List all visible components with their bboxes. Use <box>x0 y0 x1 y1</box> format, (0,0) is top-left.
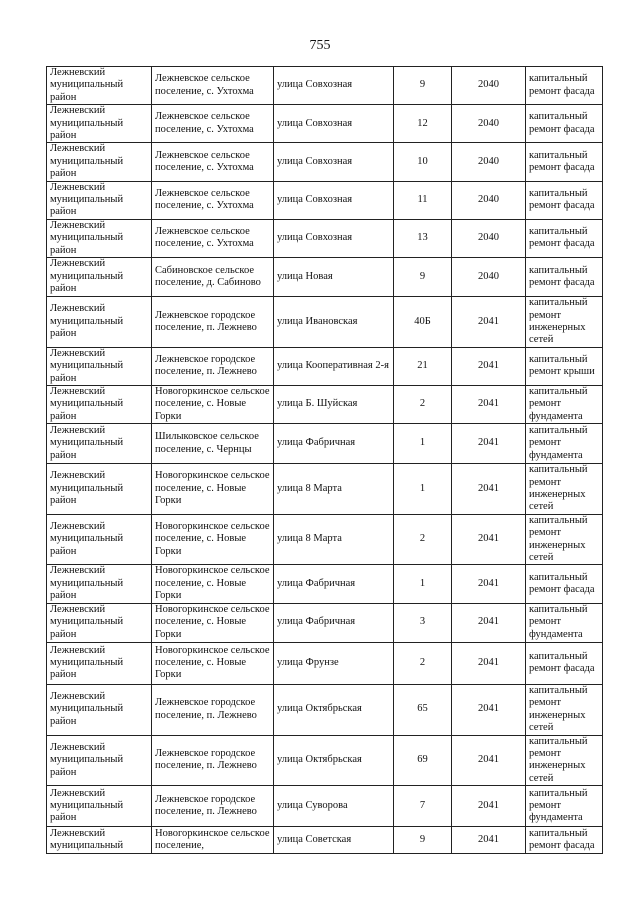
district-cell: Лежневский муниципальный район <box>47 385 152 423</box>
district-cell: Лежневский муниципальный район <box>47 514 152 565</box>
district-cell: Лежневский муниципальный район <box>47 464 152 515</box>
year-cell: 2040 <box>452 105 526 143</box>
work-type-cell: капитальный ремонт крыши <box>526 347 603 385</box>
work-type-cell: капитальный ремонт фасада <box>526 143 603 181</box>
settlement-cell: Новогоркинское сельское поселение, с. Новые Горки <box>152 385 274 423</box>
district-cell: Лежневский муниципальный <box>47 827 152 854</box>
district-cell: Лежневский муниципальный район <box>47 786 152 827</box>
year-cell: 2041 <box>452 514 526 565</box>
district-cell: Лежневский муниципальный район <box>47 565 152 603</box>
street-cell: улица Совхозная <box>274 219 394 257</box>
settlement-cell: Лежневское сельское поселение, с. Ухтохма <box>152 219 274 257</box>
house-number-cell: 13 <box>394 219 452 257</box>
house-number-cell: 11 <box>394 181 452 219</box>
work-type-cell: капитальный ремонт фундамента <box>526 385 603 423</box>
year-cell: 2041 <box>452 347 526 385</box>
district-cell: Лежневский муниципальный район <box>47 258 152 297</box>
settlement-cell: Новогоркинское сельское поселение, с. Новые Горки <box>152 464 274 515</box>
table-row <box>47 684 603 735</box>
year-cell: 2040 <box>452 181 526 219</box>
house-number-cell: 2 <box>394 514 452 565</box>
street-cell: улица Фабричная <box>274 603 394 642</box>
table-row <box>47 219 603 257</box>
work-type-cell: капитальный ремонт фасада <box>526 258 603 297</box>
settlement-cell: Новогоркинское сельское поселение, с. Новые Горки <box>152 603 274 642</box>
street-cell: улица Совхозная <box>274 143 394 181</box>
district-cell: Лежневский муниципальный район <box>47 642 152 684</box>
table-body <box>47 67 603 854</box>
work-type-cell: капитальный ремонт инженерных сетей <box>526 464 603 515</box>
work-type-cell: капитальный ремонт инженерных сетей <box>526 735 603 786</box>
district-cell: Лежневский муниципальный район <box>47 297 152 348</box>
table-row <box>47 424 603 464</box>
table-row <box>47 385 603 423</box>
street-cell: улица Совхозная <box>274 105 394 143</box>
work-type-cell: капитальный ремонт инженерных сетей <box>526 684 603 735</box>
house-number-cell: 7 <box>394 786 452 827</box>
work-type-cell: капитальный ремонт фасада <box>526 565 603 603</box>
district-cell: Лежневский муниципальный район <box>47 603 152 642</box>
table-row <box>47 181 603 219</box>
year-cell: 2041 <box>452 385 526 423</box>
settlement-cell: Лежневское городское поселение, п. Лежнево <box>152 684 274 735</box>
house-number-cell: 21 <box>394 347 452 385</box>
settlement-cell: Шилыковское сельское поселение, с. Чернцы <box>152 424 274 464</box>
table-row <box>47 514 603 565</box>
house-number-cell: 2 <box>394 385 452 423</box>
street-cell: улица Новая <box>274 258 394 297</box>
table-row <box>47 143 603 181</box>
district-cell: Лежневский муниципальный район <box>47 67 152 105</box>
year-cell: 2041 <box>452 424 526 464</box>
district-cell: Лежневский муниципальный район <box>47 347 152 385</box>
work-type-cell: капитальный ремонт фасада <box>526 105 603 143</box>
street-cell: улица Совхозная <box>274 181 394 219</box>
house-number-cell: 9 <box>394 827 452 854</box>
house-number-cell: 10 <box>394 143 452 181</box>
year-cell: 2041 <box>452 642 526 684</box>
house-number-cell: 9 <box>394 258 452 297</box>
district-cell: Лежневский муниципальный район <box>47 424 152 464</box>
settlement-cell: Лежневское сельское поселение, с. Ухтохма <box>152 143 274 181</box>
table-row <box>47 464 603 515</box>
table-row <box>47 67 603 105</box>
table-row <box>47 735 603 786</box>
work-type-cell: капитальный ремонт инженерных сетей <box>526 297 603 348</box>
work-type-cell: капитальный ремонт фасада <box>526 827 603 854</box>
work-type-cell: капитальный ремонт инженерных сетей <box>526 514 603 565</box>
street-cell: улица Фабричная <box>274 565 394 603</box>
settlement-cell: Лежневское городское поселение, п. Лежнево <box>152 735 274 786</box>
settlement-cell: Новогоркинское сельское поселение, <box>152 827 274 854</box>
year-cell: 2041 <box>452 827 526 854</box>
house-number-cell: 65 <box>394 684 452 735</box>
year-cell: 2041 <box>452 684 526 735</box>
street-cell: улица Суворова <box>274 786 394 827</box>
street-cell: улица Б. Шуйская <box>274 385 394 423</box>
district-cell: Лежневский муниципальный район <box>47 219 152 257</box>
settlement-cell: Новогоркинское сельское поселение, с. Новые Горки <box>152 514 274 565</box>
table-row <box>47 105 603 143</box>
year-cell: 2040 <box>452 219 526 257</box>
table-row <box>47 297 603 348</box>
work-type-cell: капитальный ремонт фасада <box>526 642 603 684</box>
year-cell: 2040 <box>452 258 526 297</box>
year-cell: 2040 <box>452 67 526 105</box>
year-cell: 2041 <box>452 786 526 827</box>
house-number-cell: 2 <box>394 642 452 684</box>
table-row <box>47 827 603 854</box>
table-row <box>47 258 603 297</box>
settlement-cell: Лежневское сельское поселение, с. Ухтохма <box>152 67 274 105</box>
street-cell: улица Октябрьская <box>274 684 394 735</box>
district-cell: Лежневский муниципальный район <box>47 684 152 735</box>
street-cell: улица Ивановская <box>274 297 394 348</box>
district-cell: Лежневский муниципальный район <box>47 105 152 143</box>
year-cell: 2041 <box>452 464 526 515</box>
house-number-cell: 40Б <box>394 297 452 348</box>
repair-schedule-table <box>46 66 603 854</box>
house-number-cell: 1 <box>394 424 452 464</box>
street-cell: улица Фабричная <box>274 424 394 464</box>
house-number-cell: 1 <box>394 565 452 603</box>
table-row <box>47 642 603 684</box>
year-cell: 2040 <box>452 143 526 181</box>
table-row <box>47 347 603 385</box>
settlement-cell: Лежневское сельское поселение, с. Ухтохма <box>152 181 274 219</box>
street-cell: улица Кооперативная 2-я <box>274 347 394 385</box>
settlement-cell: Сабиновское сельское поселение, д. Сабиново <box>152 258 274 297</box>
street-cell: улица Советская <box>274 827 394 854</box>
work-type-cell: капитальный ремонт фундамента <box>526 786 603 827</box>
settlement-cell: Лежневское городское поселение, п. Лежнево <box>152 347 274 385</box>
street-cell: улица 8 Марта <box>274 514 394 565</box>
house-number-cell: 69 <box>394 735 452 786</box>
work-type-cell: капитальный ремонт фундамента <box>526 424 603 464</box>
house-number-cell: 3 <box>394 603 452 642</box>
table-row <box>47 603 603 642</box>
street-cell: улица Фрунзе <box>274 642 394 684</box>
street-cell: улица 8 Марта <box>274 464 394 515</box>
year-cell: 2041 <box>452 565 526 603</box>
settlement-cell: Лежневское сельское поселение, с. Ухтохма <box>152 105 274 143</box>
work-type-cell: капитальный ремонт фасада <box>526 219 603 257</box>
district-cell: Лежневский муниципальный район <box>47 143 152 181</box>
table-row <box>47 565 603 603</box>
work-type-cell: капитальный ремонт фасада <box>526 181 603 219</box>
work-type-cell: капитальный ремонт фасада <box>526 67 603 105</box>
house-number-cell: 12 <box>394 105 452 143</box>
year-cell: 2041 <box>452 735 526 786</box>
house-number-cell: 9 <box>394 67 452 105</box>
street-cell: улица Октябрьская <box>274 735 394 786</box>
settlement-cell: Лежневское городское поселение, п. Лежнево <box>152 786 274 827</box>
district-cell: Лежневский муниципальный район <box>47 735 152 786</box>
street-cell: улица Совхозная <box>274 67 394 105</box>
year-cell: 2041 <box>452 603 526 642</box>
table-row <box>47 786 603 827</box>
year-cell: 2041 <box>452 297 526 348</box>
page-number: 755 <box>309 38 331 53</box>
house-number-cell: 1 <box>394 464 452 515</box>
settlement-cell: Лежневское городское поселение, п. Лежнево <box>152 297 274 348</box>
district-cell: Лежневский муниципальный район <box>47 181 152 219</box>
settlement-cell: Новогоркинское сельское поселение, с. Новые Горки <box>152 642 274 684</box>
settlement-cell: Новогоркинское сельское поселение, с. Новые Горки <box>152 565 274 603</box>
work-type-cell: капитальный ремонт фундамента <box>526 603 603 642</box>
